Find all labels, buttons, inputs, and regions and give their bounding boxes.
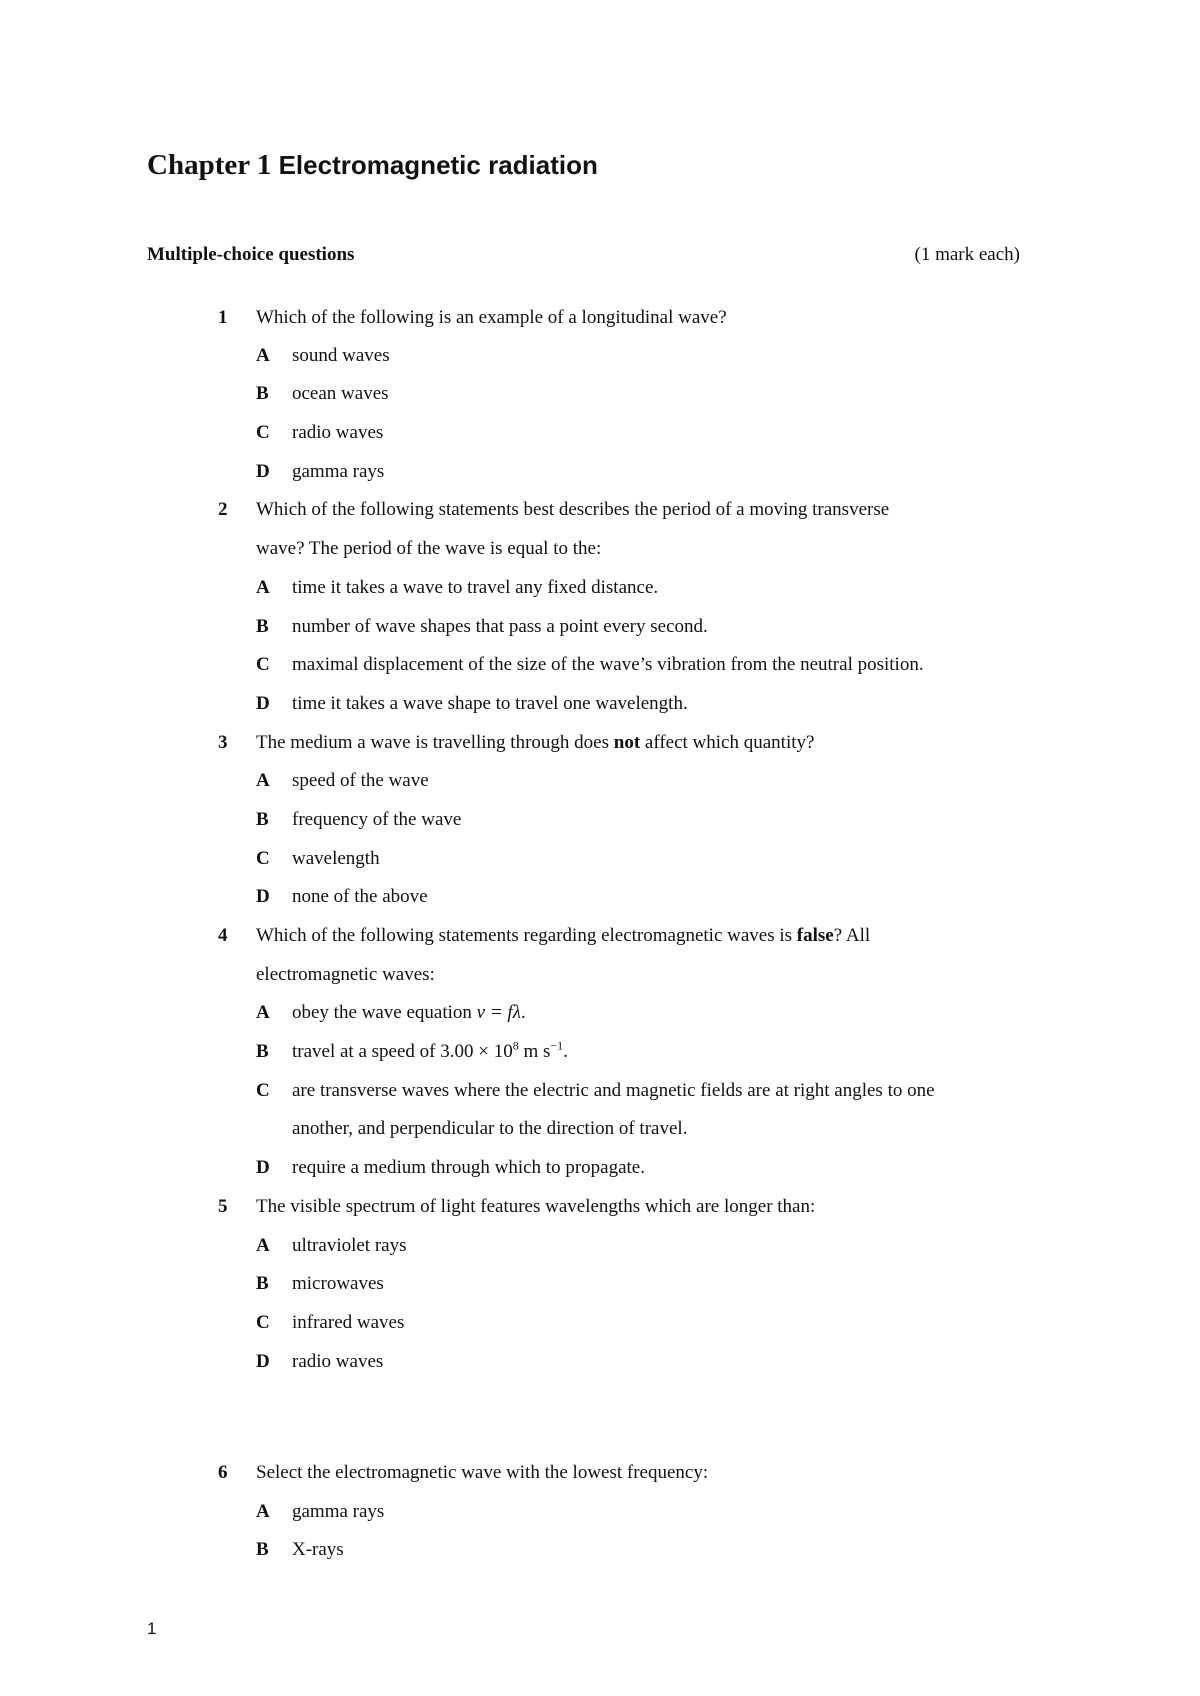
option-letter-5b: B: [256, 1273, 269, 1294]
option-letter-5c: C: [256, 1312, 270, 1333]
question-number-6: 6: [218, 1462, 228, 1483]
option-text-3d: none of the above: [292, 886, 428, 907]
option-text-1a: sound waves: [292, 345, 390, 366]
question-text-5: The visible spectrum of light features wavelengths which are longer than:: [256, 1196, 816, 1217]
question-number-2: 2: [218, 499, 228, 520]
section-heading: Multiple-choice questions: [147, 244, 355, 265]
question-text-1: Which of the following is an example of a longitudinal wave?: [256, 307, 727, 328]
option-text-4d: require a medium through which to propagate.: [292, 1157, 645, 1178]
question-number-5: 5: [218, 1196, 228, 1217]
question-text-3: The medium a wave is travelling through does not affect which quantity?: [256, 732, 815, 753]
option-letter-2b: B: [256, 616, 269, 637]
option-letter-1d: D: [256, 461, 270, 482]
option-letter-3b: B: [256, 809, 269, 830]
option-text-2a: time it takes a wave to travel any fixed distance.: [292, 577, 659, 598]
option-text-4c-line2: another, and perpendicular to the direction of travel.: [292, 1118, 688, 1139]
option-letter-2c: C: [256, 654, 270, 675]
question-text-6: Select the electromagnetic wave with the lowest frequency:: [256, 1462, 709, 1483]
option-text-5c: infrared waves: [292, 1312, 405, 1333]
option-text-5a: ultraviolet rays: [292, 1235, 407, 1256]
option-text-2c: maximal displacement of the size of the wave’s vibration from the neutral position.: [292, 654, 924, 675]
option-text-3c: wavelength: [292, 848, 380, 869]
option-letter-1c: C: [256, 422, 270, 443]
option-text-1c: radio waves: [292, 422, 384, 443]
option-text-2b: number of wave shapes that pass a point every second.: [292, 616, 708, 637]
question-number-1: 1: [218, 307, 228, 328]
option-letter-3d: D: [256, 886, 270, 907]
option-letter-4b: B: [256, 1041, 269, 1062]
option-letter-1a: A: [256, 345, 270, 366]
option-letter-3a: A: [256, 770, 270, 791]
option-letter-1b: B: [256, 383, 269, 404]
option-letter-4c: C: [256, 1080, 270, 1101]
option-text-4c-line1: are transverse waves where the electric and magnetic fields are at right angles to one: [292, 1080, 935, 1101]
question-text-2-line2: wave? The period of the wave is equal to the:: [256, 538, 602, 559]
option-letter-3c: C: [256, 848, 270, 869]
question-number-3: 3: [218, 732, 228, 753]
page-number: 1: [147, 1619, 157, 1638]
option-text-1d: gamma rays: [292, 461, 385, 482]
chapter-title: [147, 147, 598, 183]
question-text-2-line1: Which of the following statements best describes the period of a moving transverse: [256, 499, 890, 520]
question-text-4-line1: Which of the following statements regarding electromagnetic waves is false? All: [256, 925, 871, 946]
marks-note: (1 mark each): [914, 244, 1020, 265]
chapter-name: Electromagnetic radiation: [278, 150, 598, 180]
chapter-number: Chapter 1: [147, 149, 272, 181]
option-letter-2d: D: [256, 693, 270, 714]
option-letter-5a: A: [256, 1235, 270, 1256]
option-text-4a: obey the wave equation v = fλ.: [292, 1002, 526, 1023]
option-text-4b: travel at a speed of $3.00 \times 10^8$ m $s^{-1}$.: [292, 1038, 568, 1062]
option-letter-4a: A: [256, 1002, 270, 1023]
question-number-4: 4: [218, 925, 228, 946]
option-letter-2a: A: [256, 577, 270, 598]
option-text-2d: time it takes a wave shape to travel one wavelength.: [292, 693, 688, 714]
option-text-5b: microwaves: [292, 1273, 384, 1294]
option-text-3b: frequency of the wave: [292, 809, 462, 830]
option-letter-5d: D: [256, 1351, 270, 1372]
option-text-6b: X-rays: [292, 1539, 344, 1560]
option-letter-6b: B: [256, 1539, 269, 1560]
option-text-6a: gamma rays: [292, 1501, 385, 1522]
option-letter-4d: D: [256, 1157, 270, 1178]
option-text-5d: radio waves: [292, 1351, 384, 1372]
question-text-4-line2: electromagnetic waves:: [256, 964, 435, 985]
option-text-1b: ocean waves: [292, 383, 389, 404]
option-letter-6a: A: [256, 1501, 270, 1522]
option-text-3a: speed of the wave: [292, 770, 429, 791]
wave-equation: v = fλ: [476, 1002, 521, 1023]
